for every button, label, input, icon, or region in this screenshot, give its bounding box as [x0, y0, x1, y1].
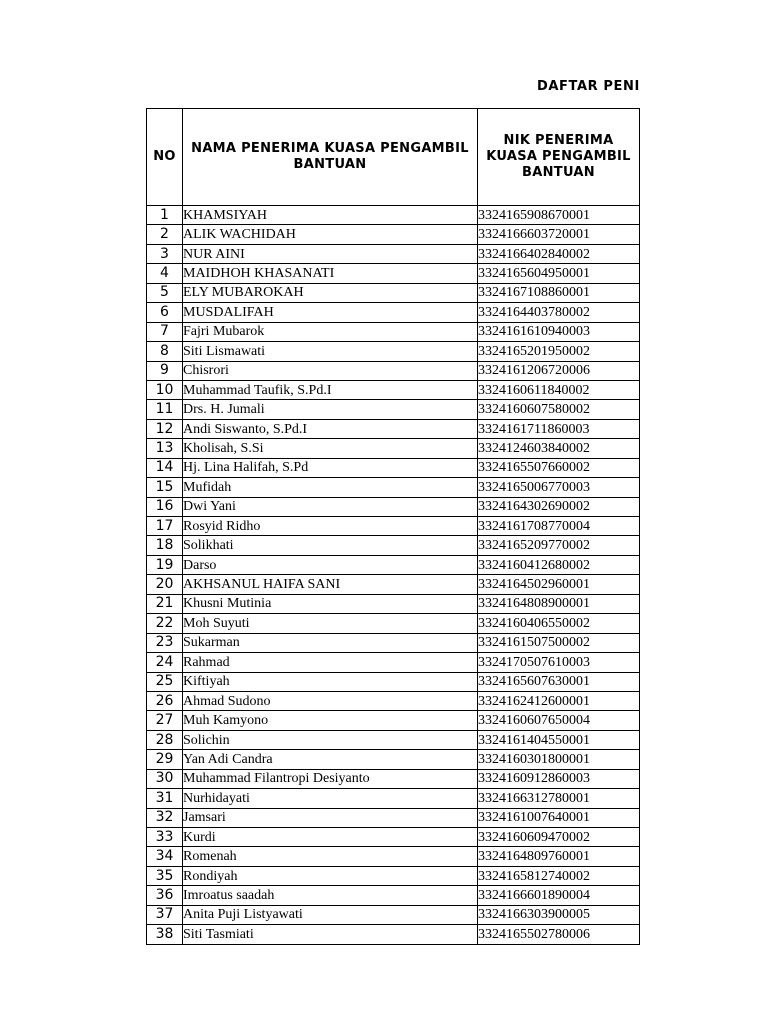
recipient-nik: 3324161711860003 — [478, 419, 640, 438]
table-row — [147, 828, 640, 847]
recipient-name: Jamsari — [183, 808, 478, 827]
row-number: 22 — [147, 614, 183, 633]
recipient-name: Mufidah — [183, 478, 478, 497]
table-header-row — [147, 109, 640, 206]
row-number: 13 — [147, 439, 183, 458]
recipient-name: Moh Suyuti — [183, 614, 478, 633]
recipient-name: Rosyid Ridho — [183, 517, 478, 536]
recipient-name: Siti Lismawati — [183, 342, 478, 361]
row-number: 10 — [147, 380, 183, 399]
table-row — [147, 400, 640, 419]
recipient-name: MUSDALIFAH — [183, 303, 478, 322]
table-row — [147, 244, 640, 263]
recipient-nik: 3324165607630001 — [478, 672, 640, 691]
row-number: 32 — [147, 808, 183, 827]
table-row — [147, 691, 640, 710]
recipient-name: Solichin — [183, 730, 478, 749]
recipient-nik: 3324160607580002 — [478, 400, 640, 419]
page-title: DAFTAR PENI — [537, 79, 640, 94]
row-number: 8 — [147, 342, 183, 361]
recipient-name: Nurhidayati — [183, 789, 478, 808]
table-row — [147, 536, 640, 555]
row-number: 34 — [147, 847, 183, 866]
table-row — [147, 769, 640, 788]
table-row — [147, 380, 640, 399]
recipient-nik: 3324166303900005 — [478, 905, 640, 924]
table-row — [147, 594, 640, 613]
table-row — [147, 789, 640, 808]
header-no: NO — [147, 109, 183, 206]
row-number: 4 — [147, 264, 183, 283]
recipient-name: Romenah — [183, 847, 478, 866]
recipient-nik: 3324165507660002 — [478, 458, 640, 477]
row-number: 25 — [147, 672, 183, 691]
table-row — [147, 478, 640, 497]
row-number: 2 — [147, 225, 183, 244]
recipient-nik: 3324164809760001 — [478, 847, 640, 866]
recipient-nik: 3324164502960001 — [478, 575, 640, 594]
row-number: 19 — [147, 555, 183, 574]
recipient-nik: 3324167108860001 — [478, 283, 640, 302]
recipient-name: ELY MUBAROKAH — [183, 283, 478, 302]
row-number: 14 — [147, 458, 183, 477]
recipient-nik: 3324165502780006 — [478, 925, 640, 944]
table-row — [147, 575, 640, 594]
recipient-name: Rahmad — [183, 653, 478, 672]
table-row — [147, 750, 640, 769]
recipient-name: Ahmad Sudono — [183, 691, 478, 710]
table-row — [147, 497, 640, 516]
table-row — [147, 283, 640, 302]
row-number: 37 — [147, 905, 183, 924]
recipient-nik: 3324165812740002 — [478, 866, 640, 885]
header-nik: NIK PENERIMA KUASA PENGAMBIL BANTUAN — [478, 109, 640, 206]
table-row — [147, 206, 640, 225]
recipient-nik: 3324161206720006 — [478, 361, 640, 380]
recipient-name: Imroatus saadah — [183, 886, 478, 905]
recipient-name: Dwi Yani — [183, 497, 478, 516]
recipient-nik: 3324165006770003 — [478, 478, 640, 497]
recipient-name: Muhammad Taufik, S.Pd.I — [183, 380, 478, 399]
recipient-nik: 3324160609470002 — [478, 828, 640, 847]
table-row — [147, 808, 640, 827]
table-row — [147, 517, 640, 536]
recipient-nik: 3324165908670001 — [478, 206, 640, 225]
table-row — [147, 439, 640, 458]
table-row — [147, 633, 640, 652]
row-number: 35 — [147, 866, 183, 885]
recipient-name: Hj. Lina Halifah, S.Pd — [183, 458, 478, 477]
table-row — [147, 925, 640, 944]
recipient-nik: 3324160412680002 — [478, 555, 640, 574]
recipient-nik: 3324162412600001 — [478, 691, 640, 710]
recipient-name: Rondiyah — [183, 866, 478, 885]
recipient-name: NUR AINI — [183, 244, 478, 263]
row-number: 31 — [147, 789, 183, 808]
recipient-table — [146, 108, 640, 945]
recipient-nik: 3324165604950001 — [478, 264, 640, 283]
recipient-nik: 3324165201950002 — [478, 342, 640, 361]
row-number: 1 — [147, 206, 183, 225]
recipient-nik: 3324165209770002 — [478, 536, 640, 555]
row-number: 28 — [147, 730, 183, 749]
table-row — [147, 672, 640, 691]
row-number: 16 — [147, 497, 183, 516]
row-number: 24 — [147, 653, 183, 672]
recipient-name: Drs. H. Jumali — [183, 400, 478, 419]
table-row — [147, 905, 640, 924]
row-number: 7 — [147, 322, 183, 341]
table-row — [147, 614, 640, 633]
table-body — [147, 206, 640, 945]
recipient-nik: 3324160607650004 — [478, 711, 640, 730]
table-row — [147, 361, 640, 380]
recipient-nik: 3324170507610003 — [478, 653, 640, 672]
row-number: 30 — [147, 769, 183, 788]
row-number: 26 — [147, 691, 183, 710]
recipient-name: Sukarman — [183, 633, 478, 652]
recipient-nik: 3324161610940003 — [478, 322, 640, 341]
recipient-nik: 3324160406550002 — [478, 614, 640, 633]
table-row — [147, 730, 640, 749]
row-number: 33 — [147, 828, 183, 847]
recipient-name: Siti Tasmiati — [183, 925, 478, 944]
recipient-name: Fajri Mubarok — [183, 322, 478, 341]
table-row — [147, 866, 640, 885]
row-number: 5 — [147, 283, 183, 302]
recipient-nik: 3324166402840002 — [478, 244, 640, 263]
recipient-name: MAIDHOH KHASANATI — [183, 264, 478, 283]
row-number: 11 — [147, 400, 183, 419]
table-row — [147, 886, 640, 905]
recipient-nik: 3324161007640001 — [478, 808, 640, 827]
recipient-nik: 3324166312780001 — [478, 789, 640, 808]
recipient-nik: 3324166603720001 — [478, 225, 640, 244]
table-row — [147, 458, 640, 477]
row-number: 29 — [147, 750, 183, 769]
recipient-nik: 3324160611840002 — [478, 380, 640, 399]
recipient-name: Andi Siswanto, S.Pd.I — [183, 419, 478, 438]
row-number: 12 — [147, 419, 183, 438]
table-row — [147, 419, 640, 438]
recipient-nik: 3324161404550001 — [478, 730, 640, 749]
table-row — [147, 264, 640, 283]
recipient-nik: 3324164403780002 — [478, 303, 640, 322]
recipient-nik: 3324164302690002 — [478, 497, 640, 516]
recipient-nik: 3324124603840002 — [478, 439, 640, 458]
table-row — [147, 303, 640, 322]
recipient-nik: 3324160301800001 — [478, 750, 640, 769]
row-number: 3 — [147, 244, 183, 263]
recipient-name: Muhammad Filantropi Desiyanto — [183, 769, 478, 788]
recipient-nik: 3324164808900001 — [478, 594, 640, 613]
row-number: 23 — [147, 633, 183, 652]
row-number: 9 — [147, 361, 183, 380]
recipient-name: Khusni Mutinia — [183, 594, 478, 613]
row-number: 27 — [147, 711, 183, 730]
row-number: 21 — [147, 594, 183, 613]
recipient-name: Yan Adi Candra — [183, 750, 478, 769]
recipient-nik: 3324160912860003 — [478, 769, 640, 788]
recipient-name: Solikhati — [183, 536, 478, 555]
recipient-name: AKHSANUL HAIFA SANI — [183, 575, 478, 594]
table-row — [147, 555, 640, 574]
recipient-name: Muh Kamyono — [183, 711, 478, 730]
row-number: 38 — [147, 925, 183, 944]
row-number: 6 — [147, 303, 183, 322]
table-row — [147, 342, 640, 361]
recipient-name: Darso — [183, 555, 478, 574]
table-row — [147, 653, 640, 672]
recipient-name: Kurdi — [183, 828, 478, 847]
row-number: 20 — [147, 575, 183, 594]
recipient-name: Kiftiyah — [183, 672, 478, 691]
recipient-nik: 3324161708770004 — [478, 517, 640, 536]
recipient-name: KHAMSIYAH — [183, 206, 478, 225]
recipient-name: Kholisah, S.Si — [183, 439, 478, 458]
table-row — [147, 225, 640, 244]
table-row — [147, 847, 640, 866]
recipient-name: Anita Puji Listyawati — [183, 905, 478, 924]
table-row — [147, 711, 640, 730]
table-row — [147, 322, 640, 341]
recipient-nik: 3324166601890004 — [478, 886, 640, 905]
row-number: 17 — [147, 517, 183, 536]
row-number: 36 — [147, 886, 183, 905]
row-number: 18 — [147, 536, 183, 555]
header-name: NAMA PENERIMA KUASA PENGAMBIL BANTUAN — [183, 109, 478, 206]
recipient-name: Chisrori — [183, 361, 478, 380]
recipient-name: ALIK WACHIDAH — [183, 225, 478, 244]
recipient-nik: 3324161507500002 — [478, 633, 640, 652]
row-number: 15 — [147, 478, 183, 497]
